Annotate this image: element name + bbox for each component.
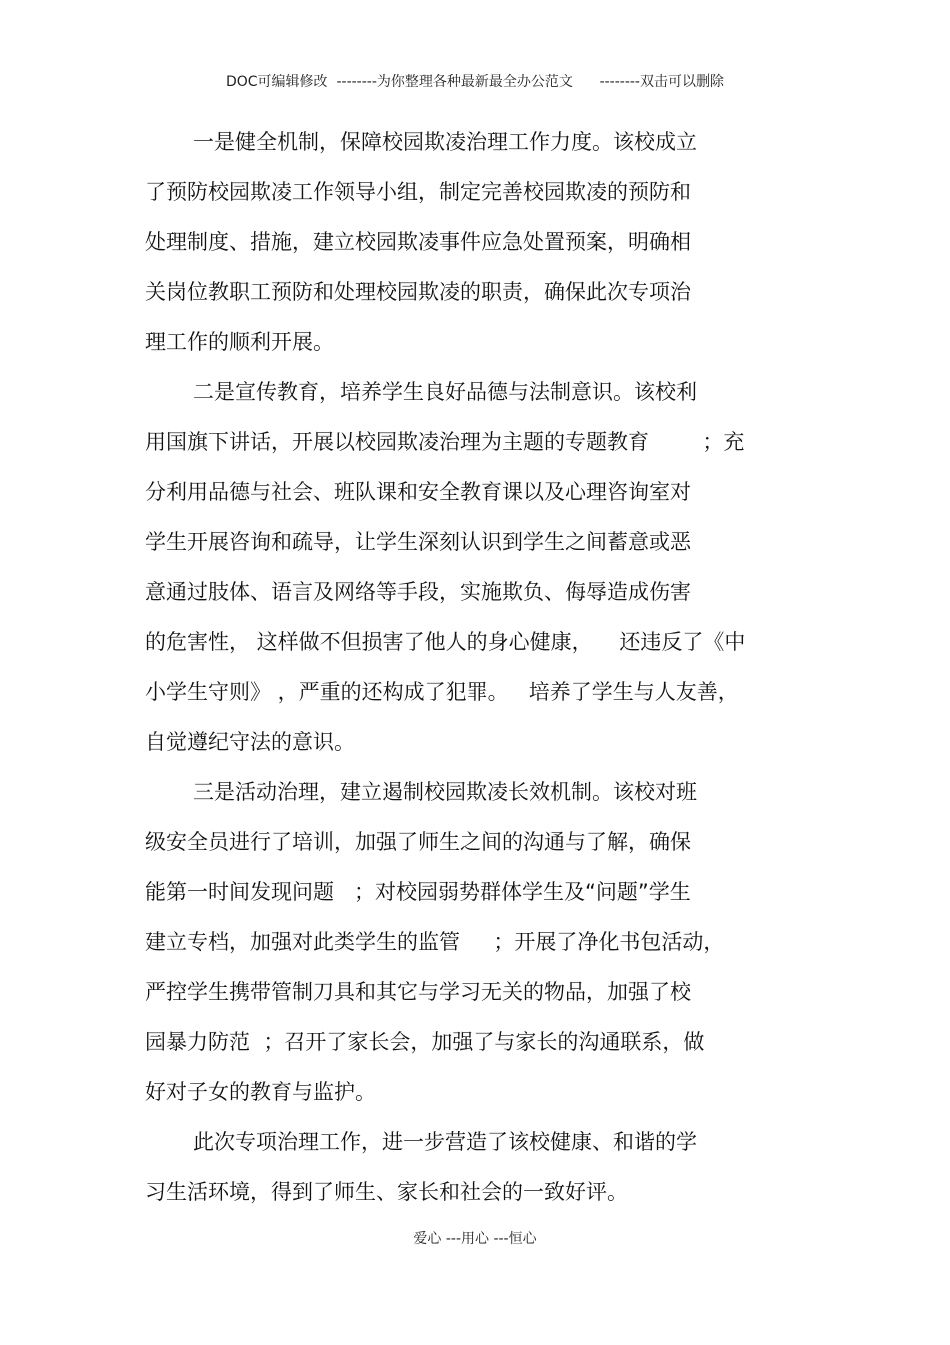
text-line: 用国旗下讲话，开展以校园欺凌治理为主题的专题教育 ；充 (145, 430, 745, 454)
paragraph (145, 124, 825, 374)
text-line: 建立专档，加强对此类学生的监管 ；开展了净化书包活动， (145, 930, 725, 954)
document-body (145, 124, 825, 1224)
text-line: 好对子女的教育与监护。 (145, 1080, 376, 1104)
text-line: 小学生守则》 ，严重的还构成了犯罪。 培养了学生与人友善， (145, 680, 739, 704)
text-line: 理工作的顺利开展。 (145, 330, 334, 354)
text-line: 园暴力防范 ；召开了家长会，加强了与家长的沟通联系，做 (145, 1030, 705, 1054)
text-line: 意通过肢体、语言及网络等手段，实施欺负、侮辱造成伤害 (145, 580, 691, 604)
page-footer: 爱心 ---用心 ---恒心 (413, 1231, 537, 1247)
text-line: 的危害性， 这样做不但损害了他人的身心健康， 还违反了《中 (145, 630, 746, 654)
text-line: 一是健全机制，保障校园欺凌治理工作力度。该校成立 (193, 130, 697, 154)
text-line: 关岗位教职工预防和处理校园欺凌的职责，确保此次专项治 (145, 280, 691, 304)
text-line: 能第一时间发现问题 ；对校园弱势群体学生及“问题”学生 (145, 880, 691, 904)
text-line: 严控学生携带管制刀具和其它与学习无关的物品，加强了校 (145, 980, 691, 1004)
text-line: 了预防校园欺凌工作领导小组，制定完善校园欺凌的预防和 (145, 180, 691, 204)
text-line: 此次专项治理工作，进一步营造了该校健康、和谐的学 (193, 1130, 697, 1154)
text-line: 二是宣传教育，培养学生良好品德与法制意识。该校利 (193, 380, 697, 404)
paragraph (145, 774, 825, 1124)
text-line: 习生活环境，得到了师生、家长和社会的一致好评。 (145, 1180, 628, 1204)
paragraph (145, 374, 825, 774)
text-line: 三是活动治理，建立遏制校园欺凌长效机制。该校对班 (193, 780, 697, 804)
text-line: 分利用品德与社会、班队课和安全教育课以及心理咨询室对 (145, 480, 691, 504)
paragraph (145, 1124, 825, 1224)
text-line: 级安全员进行了培训，加强了师生之间的沟通与了解，确保 (145, 830, 691, 854)
page-header: DOC可编辑修改 --------为你整理各种最新最全办公范文 --------双击可以删除 (225, 74, 724, 90)
text-line: 处理制度、措施，建立校园欺凌事件应急处置预案，明确相 (145, 230, 691, 254)
text-line: 学生开展咨询和疏导，让学生深刻认识到学生之间蓄意或恶 (145, 530, 691, 554)
text-line: 自觉遵纪守法的意识。 (145, 730, 355, 754)
